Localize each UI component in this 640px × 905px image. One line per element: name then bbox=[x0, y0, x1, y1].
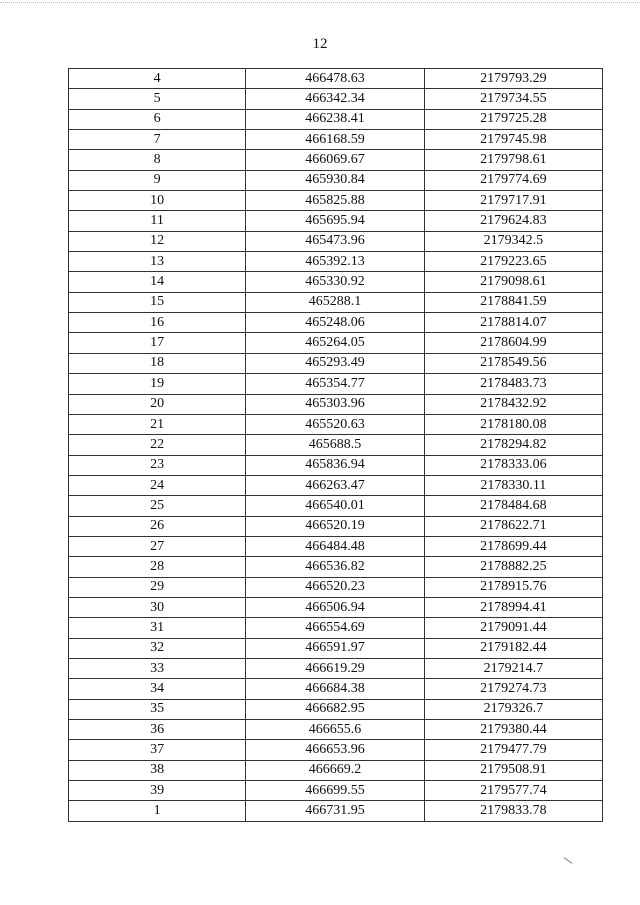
y-coordinate-cell: 2178841.59 bbox=[424, 292, 602, 312]
point-number-cell: 5 bbox=[69, 89, 246, 109]
table-row bbox=[69, 69, 603, 89]
table-row bbox=[69, 130, 603, 150]
point-number-cell: 19 bbox=[69, 374, 246, 394]
x-coordinate-cell: 466684.38 bbox=[246, 679, 424, 699]
table-row bbox=[69, 516, 603, 536]
table-row bbox=[69, 557, 603, 577]
x-coordinate-cell: 466069.67 bbox=[246, 150, 424, 170]
y-coordinate-cell: 2178604.99 bbox=[424, 333, 602, 353]
table-row bbox=[69, 760, 603, 780]
x-coordinate-cell: 465695.94 bbox=[246, 211, 424, 231]
table-row bbox=[69, 414, 603, 434]
point-number-cell: 35 bbox=[69, 699, 246, 719]
y-coordinate-cell: 2179793.29 bbox=[424, 69, 602, 89]
y-coordinate-cell: 2178294.82 bbox=[424, 435, 602, 455]
x-coordinate-cell: 465473.96 bbox=[246, 231, 424, 251]
table-row bbox=[69, 394, 603, 414]
table-row bbox=[69, 272, 603, 292]
y-coordinate-cell: 2179477.79 bbox=[424, 740, 602, 760]
y-coordinate-cell: 2179577.74 bbox=[424, 781, 602, 801]
point-number-cell: 12 bbox=[69, 231, 246, 251]
point-number-cell: 39 bbox=[69, 781, 246, 801]
table-row bbox=[69, 536, 603, 556]
y-coordinate-cell: 2179734.55 bbox=[424, 89, 602, 109]
point-number-cell: 10 bbox=[69, 191, 246, 211]
point-number-cell: 23 bbox=[69, 455, 246, 475]
x-coordinate-cell: 466168.59 bbox=[246, 130, 424, 150]
x-coordinate-cell: 466478.63 bbox=[246, 69, 424, 89]
y-coordinate-cell: 2178549.56 bbox=[424, 353, 602, 373]
point-number-cell: 1 bbox=[69, 801, 246, 821]
x-coordinate-cell: 466669.2 bbox=[246, 760, 424, 780]
scan-top-edge bbox=[0, 2, 640, 4]
table-row bbox=[69, 191, 603, 211]
y-coordinate-cell: 2179508.91 bbox=[424, 760, 602, 780]
x-coordinate-cell: 465303.96 bbox=[246, 394, 424, 414]
point-number-cell: 8 bbox=[69, 150, 246, 170]
y-coordinate-cell: 2179380.44 bbox=[424, 720, 602, 740]
y-coordinate-cell: 2179624.83 bbox=[424, 211, 602, 231]
x-coordinate-cell: 466238.41 bbox=[246, 109, 424, 129]
point-number-cell: 31 bbox=[69, 618, 246, 638]
y-coordinate-cell: 2179717.91 bbox=[424, 191, 602, 211]
table-row bbox=[69, 638, 603, 658]
point-number-cell: 37 bbox=[69, 740, 246, 760]
table-row bbox=[69, 475, 603, 495]
point-number-cell: 17 bbox=[69, 333, 246, 353]
x-coordinate-cell: 465520.63 bbox=[246, 414, 424, 434]
coordinate-table bbox=[68, 68, 603, 822]
point-number-cell: 25 bbox=[69, 496, 246, 516]
y-coordinate-cell: 2179214.7 bbox=[424, 658, 602, 678]
table-row bbox=[69, 781, 603, 801]
table-row bbox=[69, 353, 603, 373]
point-number-cell: 18 bbox=[69, 353, 246, 373]
point-number-cell: 26 bbox=[69, 516, 246, 536]
y-coordinate-cell: 2179798.61 bbox=[424, 150, 602, 170]
point-number-cell: 29 bbox=[69, 577, 246, 597]
table-row bbox=[69, 496, 603, 516]
x-coordinate-cell: 465836.94 bbox=[246, 455, 424, 475]
x-coordinate-cell: 466536.82 bbox=[246, 557, 424, 577]
x-coordinate-cell: 466484.48 bbox=[246, 536, 424, 556]
point-number-cell: 15 bbox=[69, 292, 246, 312]
table-row bbox=[69, 740, 603, 760]
table-row bbox=[69, 89, 603, 109]
x-coordinate-cell: 465825.88 bbox=[246, 191, 424, 211]
y-coordinate-cell: 2179745.98 bbox=[424, 130, 602, 150]
y-coordinate-cell: 2178333.06 bbox=[424, 455, 602, 475]
x-coordinate-cell: 466554.69 bbox=[246, 618, 424, 638]
x-coordinate-cell: 466591.97 bbox=[246, 638, 424, 658]
y-coordinate-cell: 2178432.92 bbox=[424, 394, 602, 414]
x-coordinate-cell: 466342.34 bbox=[246, 89, 424, 109]
x-coordinate-cell: 465288.1 bbox=[246, 292, 424, 312]
table-row bbox=[69, 333, 603, 353]
y-coordinate-cell: 2178814.07 bbox=[424, 313, 602, 333]
table-row bbox=[69, 109, 603, 129]
x-coordinate-cell: 466699.55 bbox=[246, 781, 424, 801]
table-row bbox=[69, 679, 603, 699]
x-coordinate-cell: 466653.96 bbox=[246, 740, 424, 760]
y-coordinate-cell: 2178699.44 bbox=[424, 536, 602, 556]
y-coordinate-cell: 2179725.28 bbox=[424, 109, 602, 129]
x-coordinate-cell: 466655.6 bbox=[246, 720, 424, 740]
y-coordinate-cell: 2178484.68 bbox=[424, 496, 602, 516]
point-number-cell: 36 bbox=[69, 720, 246, 740]
y-coordinate-cell: 2178882.25 bbox=[424, 557, 602, 577]
table-row bbox=[69, 618, 603, 638]
point-number-cell: 13 bbox=[69, 252, 246, 272]
x-coordinate-cell: 465392.13 bbox=[246, 252, 424, 272]
point-number-cell: 4 bbox=[69, 69, 246, 89]
x-coordinate-cell: 466619.29 bbox=[246, 658, 424, 678]
y-coordinate-cell: 2179274.73 bbox=[424, 679, 602, 699]
y-coordinate-cell: 2179182.44 bbox=[424, 638, 602, 658]
x-coordinate-cell: 466520.23 bbox=[246, 577, 424, 597]
point-number-cell: 27 bbox=[69, 536, 246, 556]
x-coordinate-cell: 465688.5 bbox=[246, 435, 424, 455]
x-coordinate-cell: 465248.06 bbox=[246, 313, 424, 333]
y-coordinate-cell: 2178915.76 bbox=[424, 577, 602, 597]
table-row bbox=[69, 252, 603, 272]
point-number-cell: 33 bbox=[69, 658, 246, 678]
point-number-cell: 21 bbox=[69, 414, 246, 434]
y-coordinate-cell: 2179342.5 bbox=[424, 231, 602, 251]
point-number-cell: 6 bbox=[69, 109, 246, 129]
x-coordinate-cell: 466520.19 bbox=[246, 516, 424, 536]
table-row bbox=[69, 150, 603, 170]
y-coordinate-cell: 2178180.08 bbox=[424, 414, 602, 434]
table-row bbox=[69, 313, 603, 333]
point-number-cell: 30 bbox=[69, 597, 246, 617]
coordinate-table-body bbox=[69, 69, 603, 822]
table-row bbox=[69, 435, 603, 455]
table-row bbox=[69, 170, 603, 190]
x-coordinate-cell: 466506.94 bbox=[246, 597, 424, 617]
y-coordinate-cell: 2179833.78 bbox=[424, 801, 602, 821]
point-number-cell: 34 bbox=[69, 679, 246, 699]
point-number-cell: 7 bbox=[69, 130, 246, 150]
y-coordinate-cell: 2178330.11 bbox=[424, 475, 602, 495]
x-coordinate-cell: 465264.05 bbox=[246, 333, 424, 353]
scan-mark bbox=[564, 857, 573, 864]
x-coordinate-cell: 465330.92 bbox=[246, 272, 424, 292]
y-coordinate-cell: 2179091.44 bbox=[424, 618, 602, 638]
table-row bbox=[69, 699, 603, 719]
table-row bbox=[69, 211, 603, 231]
point-number-cell: 16 bbox=[69, 313, 246, 333]
y-coordinate-cell: 2178622.71 bbox=[424, 516, 602, 536]
x-coordinate-cell: 465293.49 bbox=[246, 353, 424, 373]
page-number: 12 bbox=[312, 36, 328, 52]
table-row bbox=[69, 577, 603, 597]
point-number-cell: 28 bbox=[69, 557, 246, 577]
table-row bbox=[69, 801, 603, 821]
table-row bbox=[69, 292, 603, 312]
y-coordinate-cell: 2178483.73 bbox=[424, 374, 602, 394]
point-number-cell: 38 bbox=[69, 760, 246, 780]
point-number-cell: 9 bbox=[69, 170, 246, 190]
point-number-cell: 11 bbox=[69, 211, 246, 231]
point-number-cell: 24 bbox=[69, 475, 246, 495]
x-coordinate-cell: 466263.47 bbox=[246, 475, 424, 495]
x-coordinate-cell: 466731.95 bbox=[246, 801, 424, 821]
table-row bbox=[69, 720, 603, 740]
point-number-cell: 20 bbox=[69, 394, 246, 414]
x-coordinate-cell: 465354.77 bbox=[246, 374, 424, 394]
point-number-cell: 14 bbox=[69, 272, 246, 292]
table-row bbox=[69, 597, 603, 617]
x-coordinate-cell: 466540.01 bbox=[246, 496, 424, 516]
table-row bbox=[69, 658, 603, 678]
x-coordinate-cell: 465930.84 bbox=[246, 170, 424, 190]
point-number-cell: 22 bbox=[69, 435, 246, 455]
y-coordinate-cell: 2179326.7 bbox=[424, 699, 602, 719]
y-coordinate-cell: 2179774.69 bbox=[424, 170, 602, 190]
table-row bbox=[69, 231, 603, 251]
y-coordinate-cell: 2179098.61 bbox=[424, 272, 602, 292]
y-coordinate-cell: 2179223.65 bbox=[424, 252, 602, 272]
table-row bbox=[69, 374, 603, 394]
y-coordinate-cell: 2178994.41 bbox=[424, 597, 602, 617]
table-row bbox=[69, 455, 603, 475]
point-number-cell: 32 bbox=[69, 638, 246, 658]
x-coordinate-cell: 466682.95 bbox=[246, 699, 424, 719]
